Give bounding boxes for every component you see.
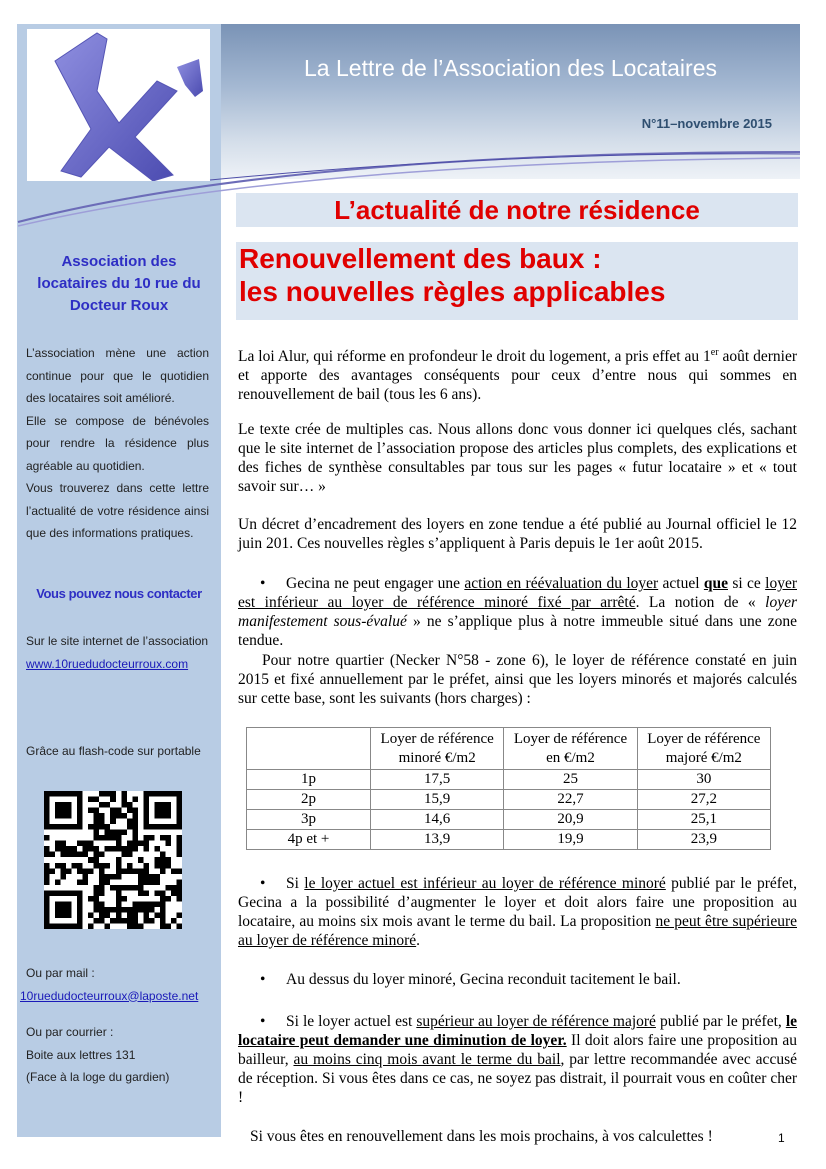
text-run: . bbox=[416, 932, 421, 949]
table-row bbox=[247, 770, 771, 790]
association-intro bbox=[26, 342, 209, 545]
underlined-text: supérieur au loyer de référence majoré bbox=[416, 1013, 656, 1030]
bullet-icon: • bbox=[260, 575, 266, 592]
text-run: La loi Alur, qui réforme en profondeur le droit du logement, a pris effet au 1 bbox=[238, 348, 711, 366]
website-contact bbox=[26, 630, 209, 675]
paragraph-intro bbox=[238, 343, 797, 404]
section-title: L’actualité de notre résidence bbox=[236, 193, 798, 227]
association-name bbox=[17, 251, 221, 317]
bullet-below-minore bbox=[238, 874, 797, 950]
italic-text: loyer manifestement sous-évalué bbox=[238, 594, 797, 630]
table-cell: 4p et + bbox=[247, 830, 371, 850]
table-cell: 19,9 bbox=[504, 830, 637, 850]
table-cell: 30 bbox=[637, 770, 770, 790]
table-cell: 2p bbox=[247, 790, 371, 810]
table-cell: 13,9 bbox=[371, 830, 504, 850]
table-cell: 25 bbox=[504, 770, 637, 790]
sidebar bbox=[17, 24, 221, 1137]
mail-label: Ou par mail : bbox=[26, 966, 95, 980]
intro-paragraph: Elle se compose de bénévoles pour rendre la résidence plus agréable au quotidien. bbox=[26, 413, 209, 473]
underlined-text: loyer est inférieur au loyer de référence minoré fixé par arrêté bbox=[238, 575, 797, 611]
website-link[interactable]: www.10ruedudocteurroux.com bbox=[26, 656, 189, 671]
newsletter-title: La Lettre de l’Association des Locataires bbox=[304, 55, 717, 81]
closing-line: Si vous êtes en renouvellement dans les mois prochains, à vos calculettes ! bbox=[250, 1128, 713, 1145]
table-cell: 3p bbox=[247, 810, 371, 830]
association-name-line: Association des bbox=[61, 253, 177, 270]
text-run: si ce bbox=[728, 575, 766, 592]
header-line: Loyer de référence bbox=[513, 730, 628, 747]
intro-paragraph: Vous trouverez dans cette lettre l’actualité de votre résidence ainsi que des informations pratiques. bbox=[26, 481, 209, 540]
post-box: Boite aux lettres 131 bbox=[26, 1047, 136, 1062]
association-name-line: Docteur Roux bbox=[69, 297, 169, 314]
table-header-cell bbox=[637, 728, 770, 770]
rent-table bbox=[246, 727, 771, 850]
table-cell: 22,7 bbox=[504, 790, 637, 810]
text-run: , par lettre recommandée avec accusé de réception. Si vous êtes dans ce cas, ne soyez pas distrait, il pourrait vous en coûter cher ! bbox=[238, 1051, 797, 1106]
header-line: Loyer de référence bbox=[647, 730, 761, 747]
text-run: Il doit alors faire une proposition au bailleur, bbox=[238, 1032, 797, 1068]
table-header-cell bbox=[247, 728, 371, 770]
text-run: actuel bbox=[658, 575, 704, 592]
table-cell: 17,5 bbox=[371, 770, 504, 790]
header-line: en €/m2 bbox=[546, 749, 595, 766]
page-number: 1 bbox=[778, 1131, 785, 1145]
association-name-line: locataires du 10 rue du bbox=[37, 275, 201, 292]
table-header-cell bbox=[504, 728, 637, 770]
emphasis-text: le locataire peut demander une diminution de loyer. bbox=[238, 1013, 797, 1049]
newsletter-header bbox=[221, 24, 800, 179]
table-cell: 15,9 bbox=[371, 790, 504, 810]
qr-code bbox=[44, 791, 182, 929]
bullet-icon: • bbox=[260, 1013, 266, 1030]
table-row bbox=[247, 790, 771, 810]
intro-paragraph: L’association mène une action continue pour que le quotidien des locataires soit amélioré. bbox=[26, 346, 209, 405]
paragraph-decree: Un décret d’encadrement des loyers en zone tendue a été publié au Journal officiel le 12 juin 201. Ces nouvelles règles s’appliquent à Paris depuis le 1er août 2015. bbox=[238, 516, 797, 552]
table-header-cell bbox=[371, 728, 504, 770]
underlined-text: action en réévaluation du loyer bbox=[464, 575, 659, 592]
text-run: publié par le préfet, Gecina a la possibilité d’augmenter le loyer et doit alors faire une proposition au locataire, au moins six mois avant le terme du bail. La proposition bbox=[238, 875, 797, 930]
text-run: . La notion de « bbox=[635, 594, 766, 611]
article-title-line: les nouvelles règles applicables bbox=[239, 276, 666, 307]
table-cell: 14,6 bbox=[371, 810, 504, 830]
bullet-tacit-renewal bbox=[238, 970, 797, 989]
text-run: Si bbox=[286, 875, 305, 892]
post-label: Ou par courrier : bbox=[26, 1025, 114, 1039]
website-label: Sur le site internet de l’association bbox=[26, 634, 209, 648]
table-header-row bbox=[247, 728, 771, 770]
article-title-line: Renouvellement des baux : bbox=[239, 243, 602, 274]
contact-title: Vous pouvez nous contacter bbox=[36, 586, 202, 601]
text-run: Au dessus du loyer minoré, Gecina reconduit tacitement le bail. bbox=[286, 971, 681, 988]
emphasis-text: que bbox=[703, 575, 728, 592]
text-run: publié par le préfet, bbox=[655, 1013, 786, 1030]
text-run: Gecina ne peut engager une bbox=[286, 575, 465, 592]
table-cell: 27,2 bbox=[637, 790, 770, 810]
bullet-icon: • bbox=[260, 875, 266, 892]
bullet-icon: • bbox=[260, 971, 266, 988]
table-cell: 20,9 bbox=[504, 810, 637, 830]
association-logo bbox=[27, 29, 210, 181]
table-cell: 25,1 bbox=[637, 810, 770, 830]
article-title bbox=[236, 242, 798, 320]
table-cell: 1p bbox=[247, 770, 371, 790]
bullet-revaluation bbox=[238, 574, 797, 650]
mail-link[interactable]: 10ruedudocteurroux@laposte.net bbox=[20, 988, 199, 1003]
bullet-above-majore bbox=[238, 1012, 797, 1107]
text-run: Si le loyer actuel est bbox=[286, 1013, 417, 1030]
superscript: er bbox=[710, 347, 719, 358]
table-cell: 23,9 bbox=[637, 830, 770, 850]
header-line: minoré €/m2 bbox=[398, 749, 476, 766]
table-row bbox=[247, 830, 771, 850]
issue-number: N°11–novembre 2015 bbox=[641, 116, 772, 131]
header-line: Loyer de référence bbox=[380, 730, 494, 747]
qr-label: Grâce au flash-code sur portable bbox=[26, 744, 201, 758]
mail-contact bbox=[17, 962, 221, 1089]
text-run: » ne s’applique plus à notre immeuble situé dans une zone tendue. bbox=[238, 613, 797, 649]
underlined-text: le loyer actuel est inférieur au loyer de référence minoré bbox=[304, 875, 666, 892]
post-note: (Face à la loge du gardien) bbox=[26, 1070, 170, 1084]
header-line: majoré €/m2 bbox=[665, 749, 742, 766]
underlined-text: au moins cinq mois avant le terme du bail bbox=[293, 1051, 561, 1068]
paragraph-quartier: Pour notre quartier (Necker N°58 - zone 6), le loyer de référence constaté en juin 2015 et fixé annuellement par le préfet, ainsi que les loyers minorés et majorés calculés sur cette base, sont les suivants (hors charges) : bbox=[238, 652, 797, 707]
table-row bbox=[247, 810, 771, 830]
text-run: août dernier et apporte des avantages conséquents pour ceux d’entre nous qui sommes en renouvellement de bail (tous les 6 ans). bbox=[238, 348, 797, 404]
underlined-text: ne peut être supérieure au loyer de référence minoré bbox=[238, 913, 797, 949]
paragraph-keys: Le texte crée de multiples cas. Nous allons donc vous donner ici quelques clés, sachant que le site internet de l’association propose des articles plus complets, des explications et des fiches de synthèse consultables par tous sur les pages « futur locataire » et « tout savoir sur… » bbox=[238, 421, 797, 495]
